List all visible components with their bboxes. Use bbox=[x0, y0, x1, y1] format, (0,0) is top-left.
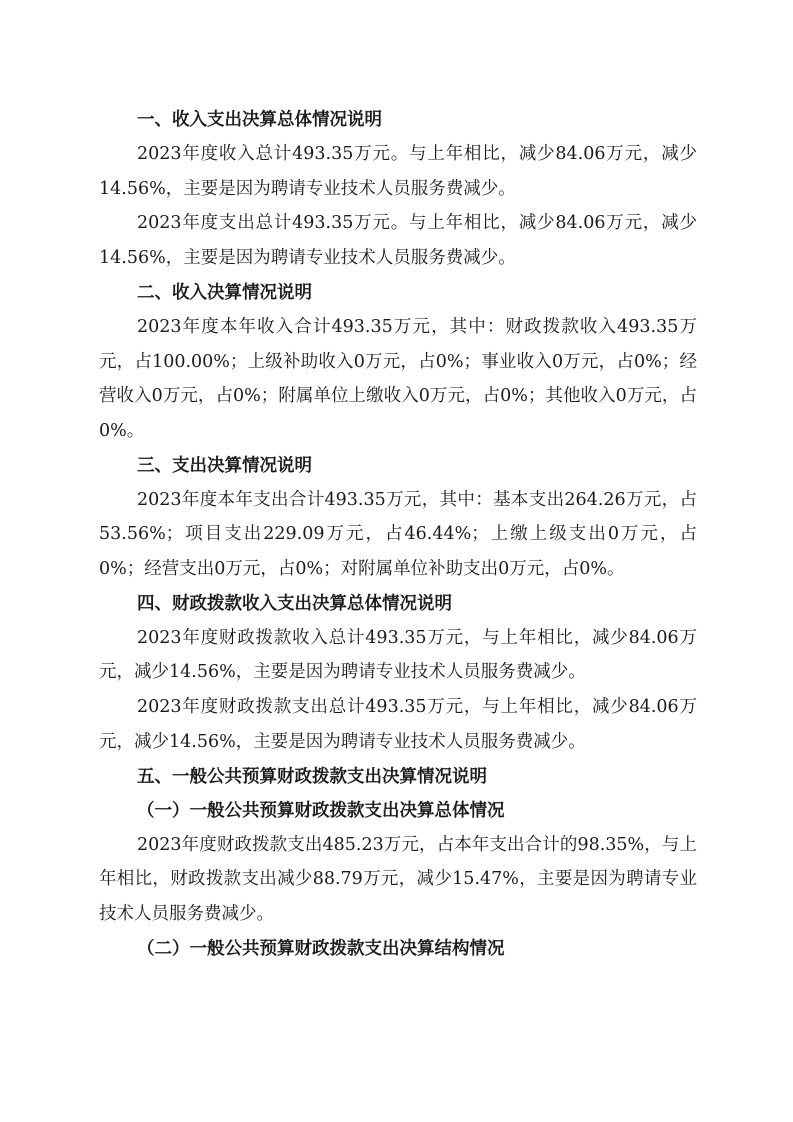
subsection-heading: （一）一般公共预算财政拨款支出决算总体情况 bbox=[137, 800, 505, 821]
paragraph: 2023年度支出总计493.35万元。与上年相比，减少84.06万元，减少14.56%，主要是因为聘请专业技术人员服务费减少。 bbox=[99, 213, 697, 269]
paragraph: 2023年度财政拨款收入总计493.35万元，与上年相比，减少84.06万元，减少14.56%，主要是因为聘请专业技术人员服务费减少。 bbox=[99, 627, 697, 683]
section-heading: 三、支出决算情况说明 bbox=[137, 455, 312, 476]
paragraph: 2023年度收入总计493.35万元。与上年相比，减少84.06万元，减少14.56%，主要是因为聘请专业技术人员服务费减少。 bbox=[99, 144, 697, 199]
section-heading: 一、收入支出决算总体情况说明 bbox=[137, 110, 382, 130]
paragraph: 2023年度财政拨款支出总计493.35万元，与上年相比，减少84.06万元，减少14.56%，主要是因为聘请专业技术人员服务费减少。 bbox=[99, 697, 697, 752]
section-heading: 四、财政拨款收入支出决算总体情况说明 bbox=[137, 593, 452, 614]
document-body bbox=[99, 103, 697, 966]
subsection-heading: （二）一般公共预算财政拨款支出决算结构情况 bbox=[137, 938, 505, 959]
section-heading: 二、收入决算情况说明 bbox=[137, 282, 312, 303]
paragraph: 2023年度本年支出合计493.35万元，其中：基本支出264.26万元，占53.56%；项目支出229.09万元，占46.44%；上缴上级支出0万元，占0%；经营支出0万元，占0%；对附属单位补助支出0万元，占0%。 bbox=[99, 489, 697, 580]
section-heading: 五、一般公共预算财政拨款支出决算情况说明 bbox=[137, 766, 487, 787]
paragraph: 2023年度财政拨款支出485.23万元，占本年支出合计的98.35%，与上年相比，财政拨款支出减少88.79万元，减少15.47%，主要是因为聘请专业技术人员服务费减少。 bbox=[99, 834, 697, 924]
paragraph: 2023年度本年收入合计493.35万元，其中：财政拨款收入493.35万元，占100.00%；上级补助收入0万元，占0%；事业收入0万元，占0%；经营收入0万元，占0%；附属单位上缴收入0万元，占0%；其他收入0万元，占0%。 bbox=[99, 316, 697, 441]
